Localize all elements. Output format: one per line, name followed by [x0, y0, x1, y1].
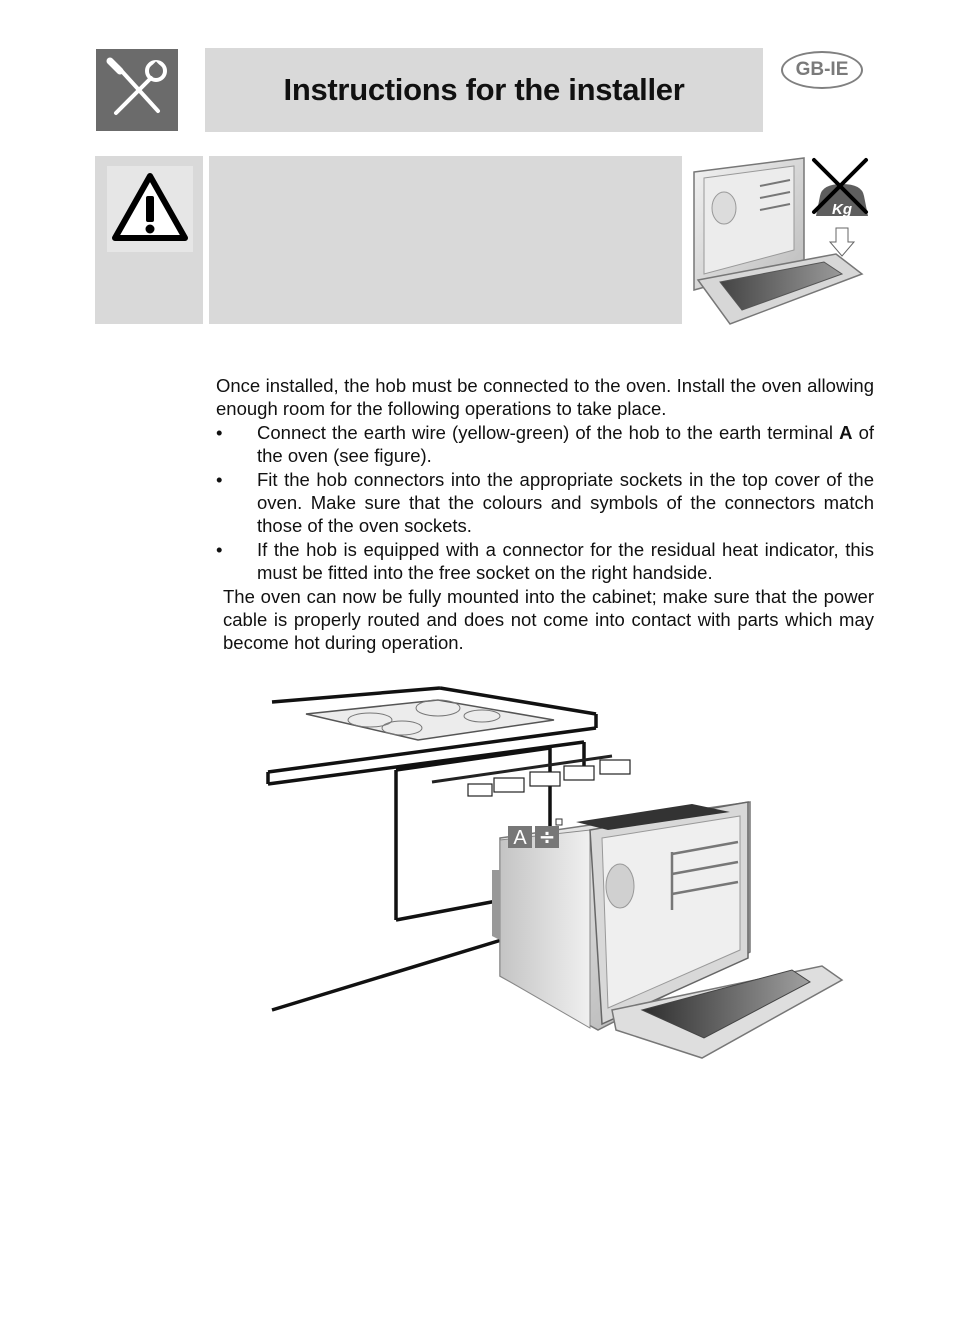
bullet: •	[216, 421, 223, 443]
tools-icon-box	[96, 49, 178, 131]
intro-paragraph: Once installed, the hob must be connected to the oven. Install the oven allowing enough room for the following operations to take place.	[216, 375, 874, 420]
weight-label: Kg	[832, 201, 852, 218]
list-item: • If the hob is equipped with a connector for the residual heat indicator, this must be fitted into the free socket on the right handside.	[216, 538, 874, 584]
terminal-label: A	[839, 421, 853, 443]
header-bar	[205, 48, 763, 132]
oven-door-no-weight-figure	[686, 150, 876, 330]
list-item: • Fit the hob connectors into the appropriate sockets in the top cover of the oven. Make sure that the colours and symbols of the connectors match those of the oven sockets.	[216, 468, 874, 537]
instructions-text	[216, 374, 874, 655]
page-title: Instructions for the installer	[283, 72, 685, 107]
warning-text-panel	[209, 156, 682, 324]
language-badge: GB-IE	[781, 51, 863, 89]
closing-paragraph: The oven can now be fully mounted into the cabinet; make sure that the power cable is properly routed and does not come into contact with parts which may become hot during operation.	[223, 585, 874, 654]
hob	[306, 700, 554, 740]
list-item: • Connect the earth wire (yellow-green) of the hob to the earth terminal A of the oven (see figure).	[216, 421, 875, 467]
warning-triangle-icon	[107, 166, 193, 252]
installation-figure	[262, 680, 852, 1080]
bullet: •	[216, 538, 223, 560]
bullet: •	[216, 468, 223, 490]
instruction-list	[216, 421, 874, 585]
wrench-screwdriver-icon	[96, 49, 178, 131]
warning-icon-box	[107, 166, 193, 252]
terminal-letter: A	[513, 827, 527, 849]
earth-symbol: ÷	[538, 825, 556, 849]
